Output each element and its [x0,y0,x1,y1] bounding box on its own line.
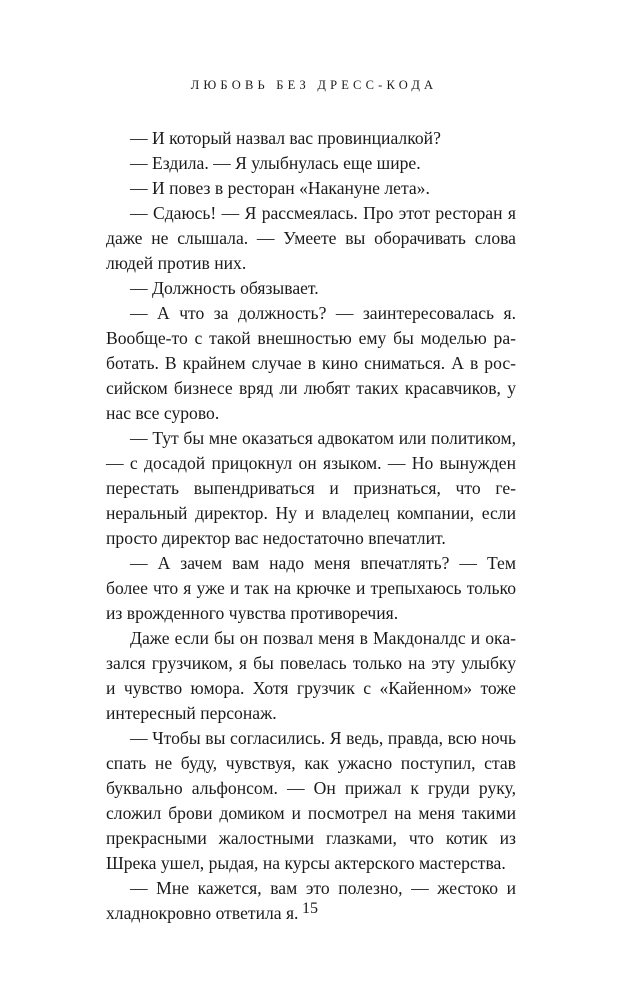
paragraph: Даже если бы он позвал меня в Макдоналдс и оказался грузчиком, я бы повелась только на эту улыбку и чувство юмора. Хотя грузчик с «Кайенном» тоже интересный персонаж. [106,628,516,723]
paragraph: — Сдаюсь! — Я рассмеялась. Про этот ресторан я даже не слышала. — Умеете вы оборачивать слова людей против них. [106,203,516,273]
paragraph: — Чтобы вы согласились. Я ведь, правда, всю ночь спать не буду, чувствуя, как ужасно поступил, став буквально альфонсом. — Он прижал к груди руку, сложил брови домиком и посмотрел на меня такими прекрасными жалостными глазками, что котик из Шрека ушел, рыдая, на курсы актерского мастерства. [106,728,516,873]
paragraph: — И который назвал вас провинциалкой? [130,128,441,148]
running-head: ЛЮБОВЬ БЕЗ ДРЕСС-КОДА [190,78,438,92]
paragraph: — Мне кажется, вам это полезно, — жестоко и хладнокровно ответила я. [106,878,516,923]
book-text [106,126,516,926]
paragraph: — А зачем вам надо меня впечатлять? — Тем более что я уже и так на крючке и трепыхаюсь только из врожденного чувства противоречия. [106,553,516,623]
paragraph: — И повез в ресторан «Накануне лета». [130,178,430,198]
page-number: 15 [302,900,318,917]
paragraph: — Тут бы мне оказаться адвокатом или политиком, — с досадой прицокнул он языком. — Но вынужден перестать выпендриваться и признаться, что генеральный директор. Ну и владелец компании, если просто директор вас недостаточно впечатлит. [106,428,516,548]
paragraph: — Ездила. — Я улыбнулась еще шире. [130,153,421,173]
paragraph: — Должность обязывает. [130,278,319,298]
paragraph: — А что за должность? — заинтересовалась я. Вообще-то с такой внешностью ему бы моделью работать. В крайнем случае в кино сниматься. А в российском бизнесе вряд ли любят таких красавчиков, у нас все сурово. [106,303,516,423]
